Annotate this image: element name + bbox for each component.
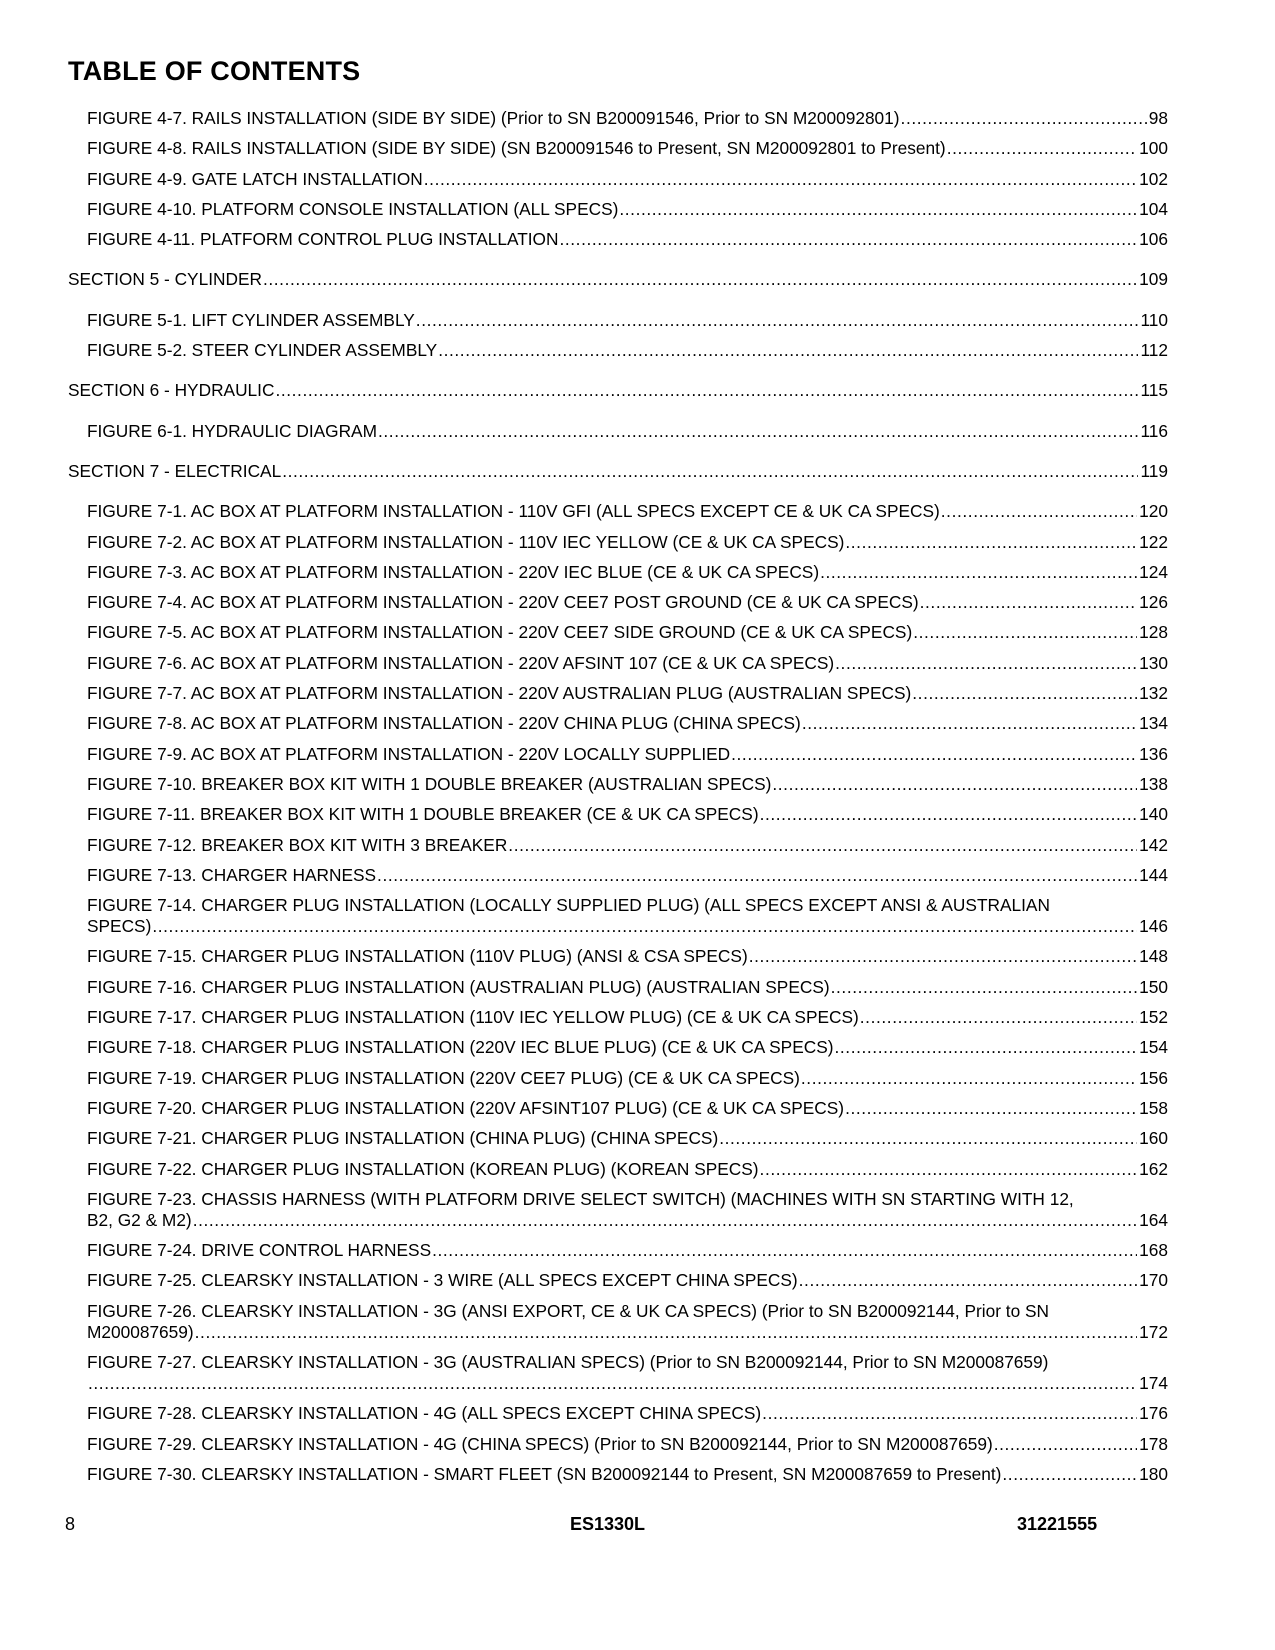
entry-label: FIGURE 7-4. AC BOX AT PLATFORM INSTALLATION - 220V CEE7 POST GROUND (CE & UK CA SPECS) — [87, 592, 919, 613]
dot-leader — [432, 1240, 1137, 1261]
entry-page-number: 130 — [1139, 652, 1168, 673]
entry-page-number: 106 — [1139, 229, 1168, 250]
entry-page-number: 148 — [1139, 946, 1168, 967]
entry-label: SECTION 7 - ELECTRICAL — [68, 460, 282, 481]
dot-leader — [947, 138, 1137, 159]
toc-figure-entry[interactable] — [87, 1270, 1168, 1291]
entry-label: FIGURE 7-12. BREAKER BOX KIT WITH 3 BREAKER — [87, 834, 508, 855]
entry-page-number: 160 — [1139, 1128, 1168, 1149]
entry-page-number: 115 — [1140, 380, 1168, 401]
entry-page-number: 176 — [1139, 1403, 1168, 1424]
entry-page-number: 162 — [1139, 1158, 1168, 1179]
dot-leader — [263, 269, 1137, 290]
entry-page-number: 134 — [1139, 713, 1168, 734]
dot-leader — [799, 1270, 1138, 1291]
footer-document-number: 31221555 — [1017, 1514, 1098, 1534]
dot-leader — [424, 169, 1137, 190]
toc-figure-entry[interactable] — [87, 1403, 1168, 1424]
toc-figure-entry[interactable] — [87, 421, 1168, 442]
toc-figure-entry[interactable] — [87, 1098, 1168, 1119]
entry-label: FIGURE 7-15. CHARGER PLUG INSTALLATION (110V PLUG) (ANSI & CSA SPECS) — [87, 946, 748, 967]
toc-figure-entry[interactable] — [87, 653, 1168, 674]
entry-page-number: 152 — [1139, 1007, 1168, 1028]
toc-figure-entry[interactable] — [87, 744, 1168, 765]
toc-figure-entry[interactable] — [87, 1464, 1168, 1485]
entry-label: FIGURE 7-11. BREAKER BOX KIT WITH 1 DOUBLE BREAKER (CE & UK CA SPECS) — [87, 804, 759, 825]
toc-figure-entry[interactable] — [87, 1159, 1168, 1180]
dot-leader — [438, 340, 1138, 361]
dot-leader — [845, 1098, 1137, 1119]
dot-leader — [994, 1434, 1137, 1455]
dot-leader — [282, 461, 1138, 482]
entry-page-number: 146 — [1139, 916, 1168, 937]
toc-figure-entry[interactable] — [87, 108, 1168, 129]
entry-label: FIGURE 7-28. CLEARSKY INSTALLATION - 4G (ALL SPECS EXCEPT CHINA SPECS) — [87, 1403, 762, 1424]
page-title: TABLE OF CONTENTS — [68, 56, 361, 86]
dot-leader — [731, 744, 1137, 765]
dot-leader — [820, 562, 1137, 583]
dot-leader — [619, 199, 1137, 220]
entry-label-continued: M200087659) — [87, 1321, 194, 1342]
entry-label: FIGURE 4-8. RAILS INSTALLATION (SIDE BY SIDE) (SN B200091546 to Present, SN M200092801 to Present) — [87, 138, 946, 159]
toc-figure-entry[interactable] — [87, 1189, 1168, 1231]
toc-figure-entry[interactable] — [87, 1301, 1168, 1343]
footer-page-number: 8 — [65, 1514, 76, 1534]
entry-page-number: 156 — [1139, 1067, 1168, 1088]
entry-label: FIGURE 7-9. AC BOX AT PLATFORM INSTALLATION - 220V LOCALLY SUPPLIED — [87, 743, 731, 764]
toc-figure-entry[interactable] — [87, 501, 1168, 522]
toc-figure-entry[interactable] — [87, 1007, 1168, 1028]
entry-label: FIGURE 7-25. CLEARSKY INSTALLATION - 3 WIRE (ALL SPECS EXCEPT CHINA SPECS) — [87, 1270, 798, 1291]
entry-page-number: 119 — [1140, 460, 1168, 481]
toc-figure-entry[interactable] — [87, 169, 1168, 190]
entry-label: FIGURE 7-20. CHARGER PLUG INSTALLATION (220V AFSINT107 PLUG) (CE & UK CA SPECS) — [87, 1097, 845, 1118]
dot-leader — [195, 1322, 1138, 1343]
dot-leader — [802, 713, 1137, 734]
entry-label: FIGURE 7-2. AC BOX AT PLATFORM INSTALLATION - 110V IEC YELLOW (CE & UK CA SPECS) — [87, 531, 845, 552]
entry-page-number: 150 — [1139, 976, 1168, 997]
entry-page-number: 110 — [1140, 309, 1168, 330]
dot-leader — [152, 916, 1137, 937]
entry-label: FIGURE 5-2. STEER CYLINDER ASSEMBLY — [87, 340, 438, 361]
toc-figure-entry[interactable] — [87, 946, 1168, 967]
toc-figure-entry[interactable] — [87, 683, 1168, 704]
toc-figure-entry[interactable] — [87, 895, 1168, 937]
toc-figure-entry[interactable] — [87, 138, 1168, 159]
dot-leader — [416, 310, 1139, 331]
entry-label-continued: B2, G2 & M2) — [87, 1209, 192, 1230]
entry-page-number: 100 — [1139, 138, 1168, 159]
dot-leader — [912, 683, 1137, 704]
entry-label: FIGURE 5-1. LIFT CYLINDER ASSEMBLY — [87, 309, 415, 330]
entry-page-number: 158 — [1139, 1097, 1168, 1118]
dot-leader — [772, 774, 1137, 795]
entry-label: FIGURE 7-6. AC BOX AT PLATFORM INSTALLATION - 220V AFSINT 107 (CE & UK CA SPECS) — [87, 652, 835, 673]
entry-label: FIGURE 4-11. PLATFORM CONTROL PLUG INSTALLATION — [87, 229, 559, 250]
toc-figure-entry[interactable] — [87, 199, 1168, 220]
entry-page-number: 136 — [1139, 743, 1168, 764]
entry-page-number: 154 — [1139, 1037, 1168, 1058]
toc-figure-entry[interactable] — [87, 713, 1168, 734]
toc-figure-entry[interactable] — [87, 1352, 1168, 1394]
toc-figure-entry[interactable] — [87, 1037, 1168, 1058]
dot-leader — [941, 501, 1137, 522]
dot-leader — [845, 532, 1137, 553]
dot-leader — [801, 1068, 1137, 1089]
dot-leader — [193, 1210, 1137, 1231]
entry-page-number: 132 — [1139, 683, 1168, 704]
toc-section-entry[interactable] — [68, 461, 1168, 482]
entry-page-number: 116 — [1140, 420, 1168, 441]
entry-label: FIGURE 7-16. CHARGER PLUG INSTALLATION (AUSTRALIAN PLUG) (AUSTRALIAN SPECS) — [87, 976, 830, 997]
table-of-contents — [68, 108, 1168, 1485]
entry-label: FIGURE 7-24. DRIVE CONTROL HARNESS — [87, 1240, 432, 1261]
entry-label: FIGURE 7-10. BREAKER BOX KIT WITH 1 DOUBLE BREAKER (AUSTRALIAN SPECS) — [87, 773, 772, 794]
entry-label: FIGURE 6-1. HYDRAULIC DIAGRAM — [87, 420, 377, 441]
entry-label: FIGURE 7-7. AC BOX AT PLATFORM INSTALLATION - 220V AUSTRALIAN PLUG (AUSTRALIAN SPECS) — [87, 683, 912, 704]
entry-label: FIGURE 7-22. CHARGER PLUG INSTALLATION (KOREAN PLUG) (KOREAN SPECS) — [87, 1158, 759, 1179]
entry-label: FIGURE 7-13. CHARGER HARNESS — [87, 864, 377, 885]
entry-label: SECTION 6 - HYDRAULIC — [68, 380, 275, 401]
toc-figure-entry[interactable] — [87, 622, 1168, 643]
dot-leader — [749, 946, 1137, 967]
entry-label: FIGURE 4-9. GATE LATCH INSTALLATION — [87, 168, 423, 189]
toc-figure-entry[interactable] — [87, 1434, 1168, 1455]
entry-label: FIGURE 7-23. CHASSIS HARNESS (WITH PLATFORM DRIVE SELECT SWITCH) (MACHINES WITH SN STARTING WITH 12, — [87, 1188, 1074, 1209]
entry-page-number: 109 — [1139, 269, 1168, 290]
dot-leader — [1002, 1464, 1137, 1485]
entry-label: FIGURE 4-10. PLATFORM CONSOLE INSTALLATION (ALL SPECS) — [87, 198, 619, 219]
entry-page-number: 168 — [1139, 1240, 1168, 1261]
entry-label: SECTION 5 - CYLINDER — [68, 269, 262, 290]
entry-label: FIGURE 7-1. AC BOX AT PLATFORM INSTALLATION - 110V GFI (ALL SPECS EXCEPT CE & UK CA SPECS) — [87, 501, 940, 522]
entry-label: FIGURE 7-26. CLEARSKY INSTALLATION - 3G (ANSI EXPORT, CE & UK CA SPECS) (Prior to SN B200092144, Prior to SN — [87, 1300, 1049, 1321]
entry-page-number: 140 — [1139, 804, 1168, 825]
dot-leader — [920, 592, 1138, 613]
dot-leader — [860, 1007, 1137, 1028]
entry-label: FIGURE 7-27. CLEARSKY INSTALLATION - 3G (AUSTRALIAN SPECS) (Prior to SN B200092144, Prior to SN M200087659) — [87, 1351, 1049, 1372]
entry-page-number: 142 — [1139, 834, 1168, 855]
toc-figure-entry[interactable] — [87, 1128, 1168, 1149]
toc-figure-entry[interactable] — [87, 865, 1168, 886]
dot-leader — [275, 380, 1138, 401]
entry-page-number: 138 — [1139, 773, 1168, 794]
dot-leader — [762, 1403, 1137, 1424]
entry-page-number: 178 — [1139, 1433, 1168, 1454]
toc-figure-entry[interactable] — [87, 340, 1168, 361]
dot-leader — [901, 108, 1147, 129]
entry-page-number: 144 — [1139, 864, 1168, 885]
toc-figure-entry[interactable] — [87, 977, 1168, 998]
entry-label: FIGURE 7-8. AC BOX AT PLATFORM INSTALLATION - 220V CHINA PLUG (CHINA SPECS) — [87, 713, 801, 734]
toc-figure-entry[interactable] — [87, 804, 1168, 825]
toc-figure-entry[interactable] — [87, 229, 1168, 250]
dot-leader — [760, 804, 1138, 825]
entry-label: FIGURE 7-19. CHARGER PLUG INSTALLATION (220V CEE7 PLUG) (CE & UK CA SPECS) — [87, 1067, 800, 1088]
entry-label: FIGURE 7-21. CHARGER PLUG INSTALLATION (CHINA PLUG) (CHINA SPECS) — [87, 1128, 719, 1149]
entry-label-continued: SPECS) — [87, 916, 152, 937]
entry-label: FIGURE 7-29. CLEARSKY INSTALLATION - 4G (CHINA SPECS) (Prior to SN B200092144, Prior to SN M200087659) — [87, 1433, 993, 1454]
entry-page-number: 124 — [1139, 561, 1168, 582]
dot-leader — [559, 229, 1137, 250]
entry-page-number: 174 — [1139, 1372, 1168, 1393]
dot-leader — [913, 622, 1137, 643]
toc-section-entry[interactable] — [68, 380, 1168, 401]
entry-page-number: 170 — [1139, 1270, 1168, 1291]
toc-figure-entry[interactable] — [87, 1240, 1168, 1261]
toc-figure-entry[interactable] — [87, 562, 1168, 583]
dot-leader — [508, 835, 1137, 856]
entry-page-number: 164 — [1139, 1209, 1168, 1230]
entry-page-number: 126 — [1139, 592, 1168, 613]
toc-figure-entry[interactable] — [87, 592, 1168, 613]
dot-leader — [760, 1159, 1138, 1180]
toc-section-entry[interactable] — [68, 269, 1168, 290]
dot-leader — [719, 1128, 1137, 1149]
entry-label: FIGURE 7-3. AC BOX AT PLATFORM INSTALLATION - 220V IEC BLUE (CE & UK CA SPECS) — [87, 561, 820, 582]
entry-page-number: 172 — [1139, 1321, 1168, 1342]
footer-model: ES1330L — [570, 1514, 646, 1534]
dot-leader — [377, 865, 1137, 886]
entry-page-number: 112 — [1140, 340, 1168, 361]
dot-leader — [831, 977, 1138, 998]
dot-leader — [88, 1373, 1137, 1394]
entry-label: FIGURE 7-17. CHARGER PLUG INSTALLATION (110V IEC YELLOW PLUG) (CE & UK CA SPECS) — [87, 1007, 859, 1028]
entry-page-number: 180 — [1139, 1463, 1168, 1484]
dot-leader — [834, 1037, 1137, 1058]
entry-page-number: 102 — [1139, 168, 1168, 189]
entry-label: FIGURE 7-30. CLEARSKY INSTALLATION - SMART FLEET (SN B200092144 to Present, SN M200087659 to Present) — [87, 1463, 1002, 1484]
toc-figure-entry[interactable] — [87, 1068, 1168, 1089]
entry-page-number: 128 — [1139, 622, 1168, 643]
toc-figure-entry[interactable] — [87, 532, 1168, 553]
entry-page-number: 120 — [1139, 501, 1168, 522]
toc-figure-entry[interactable] — [87, 774, 1168, 795]
entry-page-number: 122 — [1139, 531, 1168, 552]
dot-leader — [835, 653, 1137, 674]
entry-label: FIGURE 7-18. CHARGER PLUG INSTALLATION (220V IEC BLUE PLUG) (CE & UK CA SPECS) — [87, 1037, 834, 1058]
entry-page-number: 104 — [1139, 198, 1168, 219]
dot-leader — [378, 421, 1138, 442]
toc-figure-entry[interactable] — [87, 835, 1168, 856]
entry-page-number: 98 — [1148, 108, 1168, 128]
toc-figure-entry[interactable] — [87, 310, 1168, 331]
entry-label: FIGURE 4-7. RAILS INSTALLATION (SIDE BY SIDE) (Prior to SN B200091546, Prior to SN M200092801) — [87, 108, 900, 128]
entry-label: FIGURE 7-14. CHARGER PLUG INSTALLATION (LOCALLY SUPPLIED PLUG) (ALL SPECS EXCEPT ANSI & AUSTRALIAN — [87, 895, 1050, 916]
entry-label: FIGURE 7-5. AC BOX AT PLATFORM INSTALLATION - 220V CEE7 SIDE GROUND (CE & UK CA SPECS) — [87, 622, 913, 643]
